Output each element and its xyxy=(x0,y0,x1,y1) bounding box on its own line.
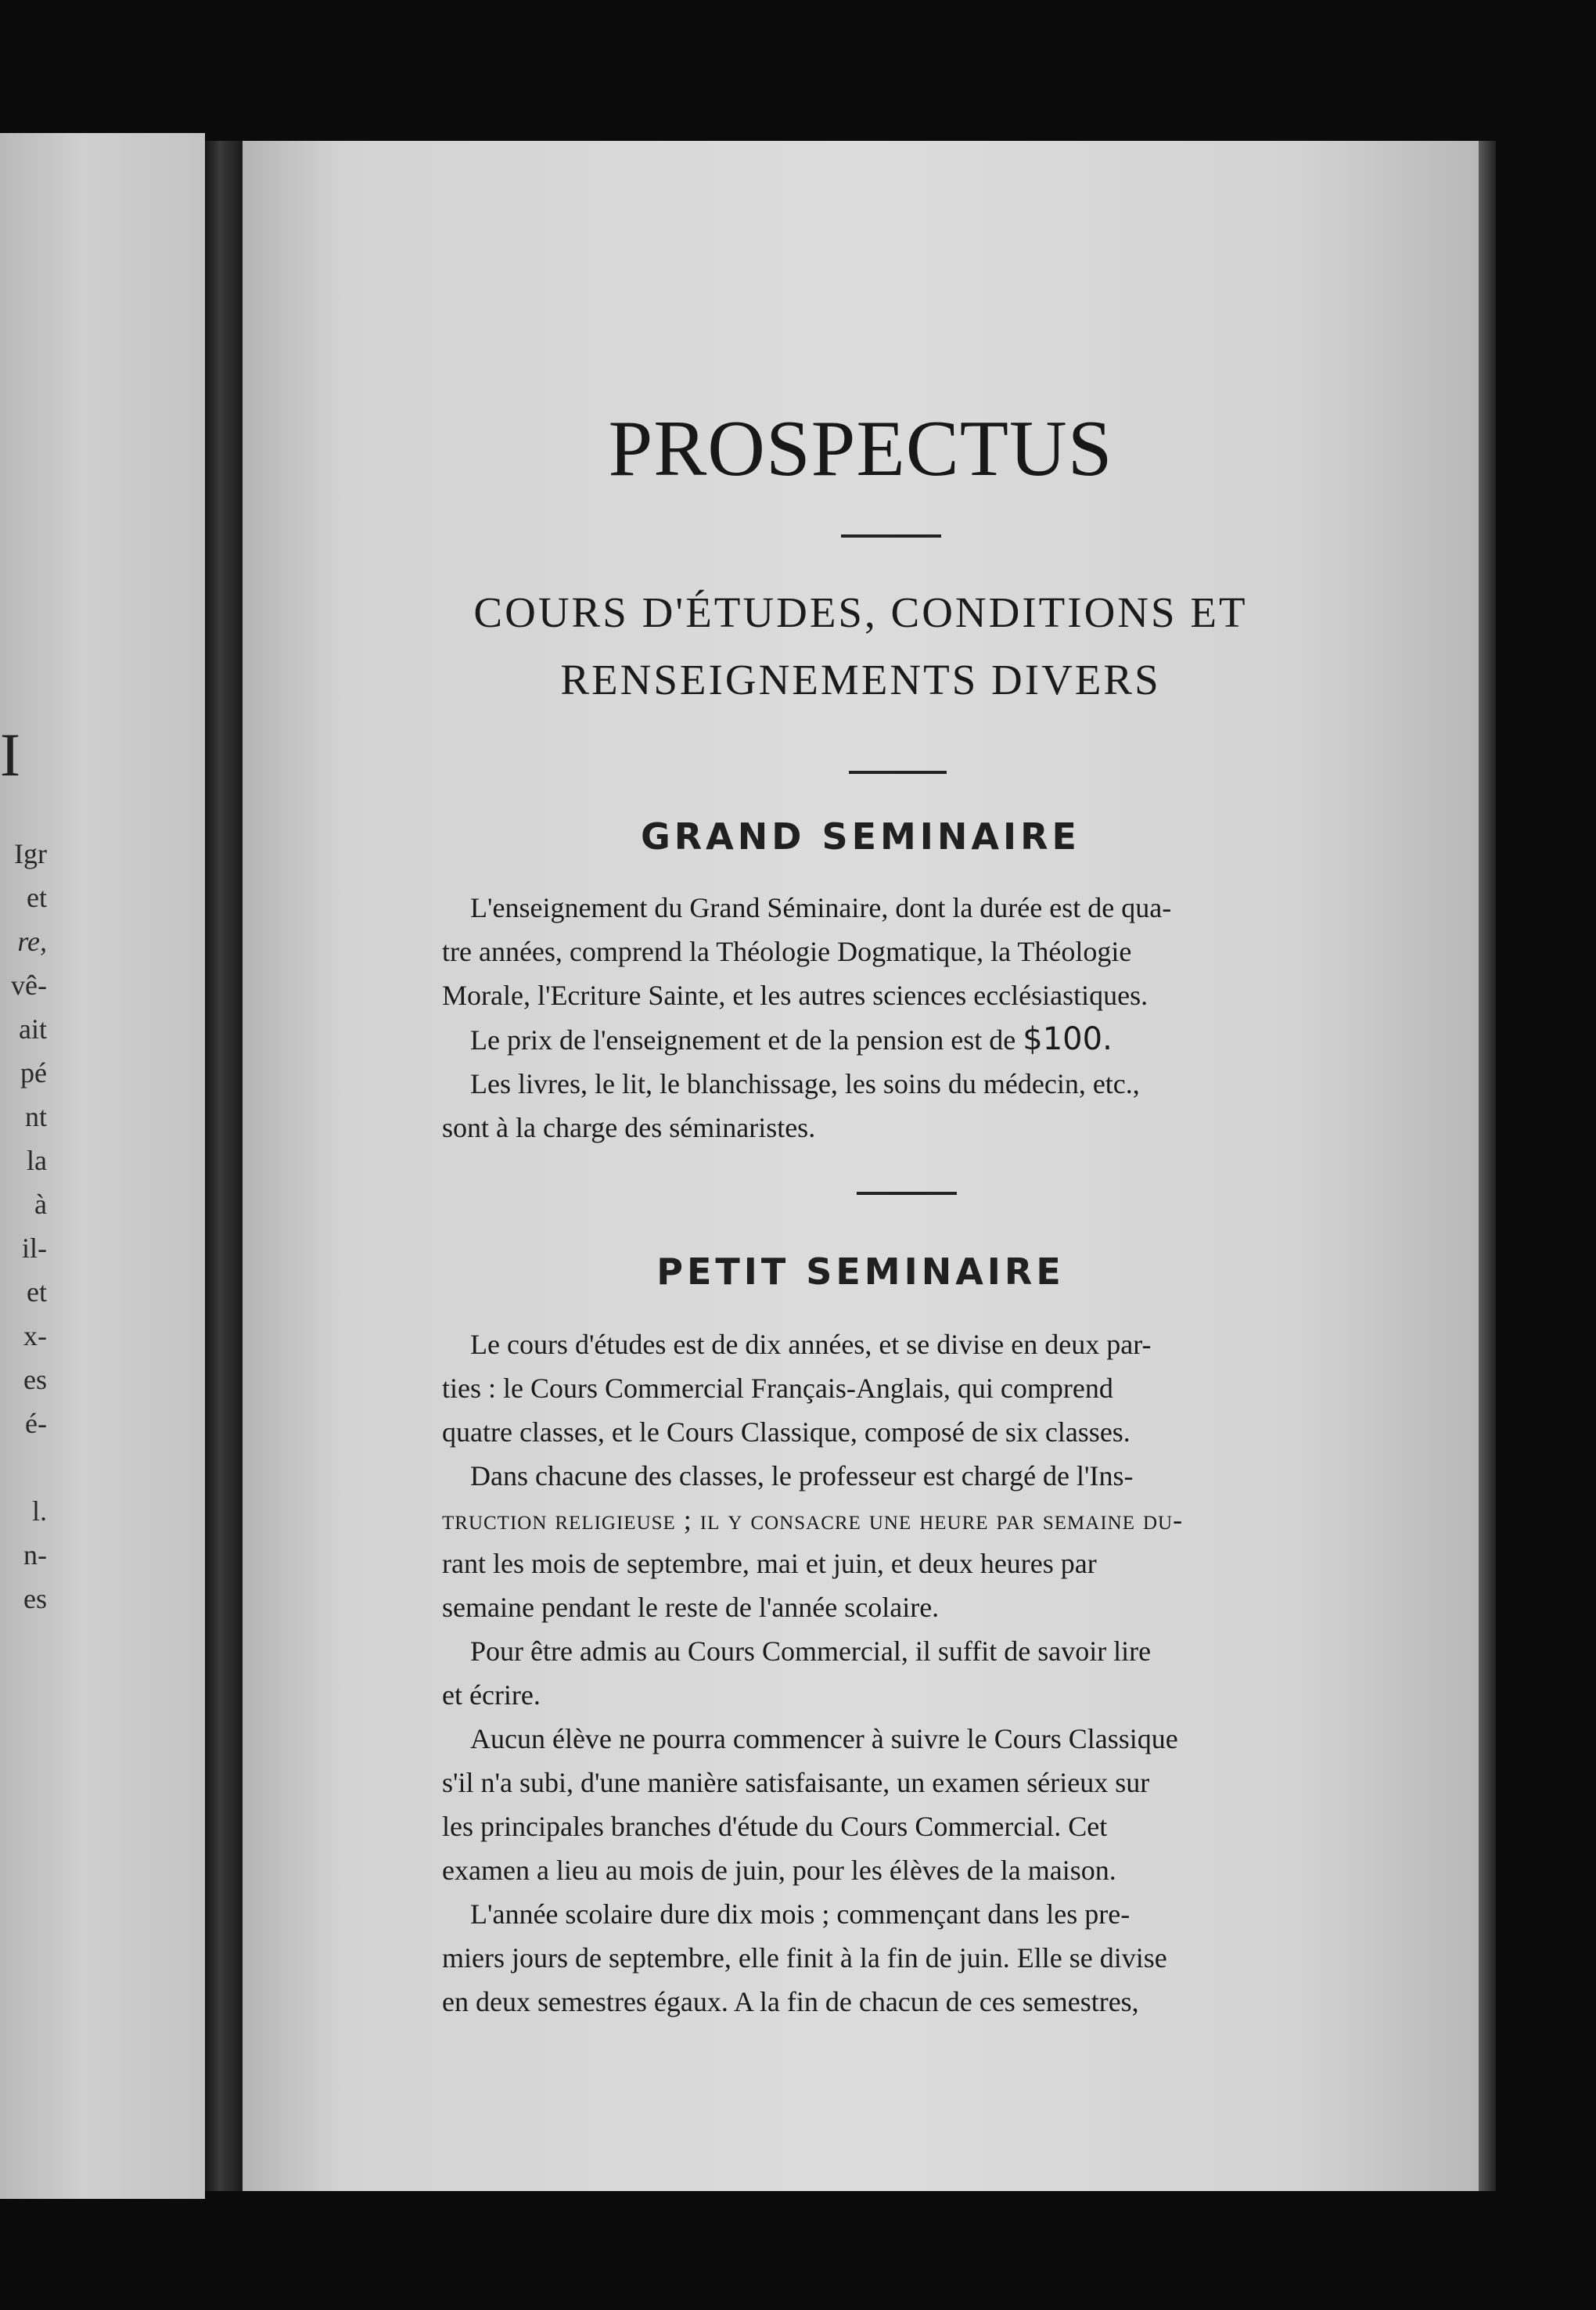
text-line: truction religieuse ; il y consacre une heure par semaine du- xyxy=(442,1504,1184,1535)
page-subtitle xyxy=(243,579,1479,714)
subtitle-line: RENSEIGNEMENTS DIVERS xyxy=(560,656,1161,703)
price-sentence: Le prix de l'enseignement et de la pension est de xyxy=(470,1024,1016,1056)
page-title: PROSPECTUS xyxy=(608,405,1113,493)
left-fragment: es xyxy=(23,1583,47,1614)
left-fragment: ait xyxy=(19,1013,47,1045)
text-line: s'il n'a subi, d'une manière satisfaisante, un examen sérieux sur xyxy=(442,1767,1150,1798)
text-line: en deux semestres égaux. A la fin de chacun de ces semestres, xyxy=(442,1986,1139,2017)
text-line: tre années, comprend la Théologie Dogmatique, la Théologie xyxy=(442,936,1132,967)
left-fragment: é- xyxy=(25,1408,47,1439)
subtitle-divider xyxy=(849,771,947,774)
text-line: Morale, l'Ecriture Sainte, et les autres sciences ecclésiastiques. xyxy=(442,980,1148,1011)
text-line: Le cours d'études est de dix années, et se divise en deux par- xyxy=(470,1329,1152,1360)
grand-seminaire-heading: GRAND SEMINAIRE xyxy=(641,815,1080,858)
text-line: L'enseignement du Grand Séminaire, dont la durée est de qua- xyxy=(470,892,1172,923)
left-fragment: et xyxy=(27,1276,47,1308)
title-divider xyxy=(841,534,941,538)
text-line: examen a lieu au mois de juin, pour les élèves de la maison. xyxy=(442,1855,1116,1886)
left-fragment: vê- xyxy=(11,970,47,1001)
text-line: semaine pendant le reste de l'année scolaire. xyxy=(442,1592,940,1623)
petit-seminaire-text xyxy=(442,1322,1596,2024)
text-line: les principales branches d'étude du Cours Commercial. Cet xyxy=(442,1811,1108,1842)
left-fragment: l. xyxy=(31,1495,47,1527)
section-divider xyxy=(857,1192,957,1195)
text-line: Dans chacune des classes, le professeur est chargé de l'Ins- xyxy=(470,1460,1134,1491)
page-edge xyxy=(1479,141,1496,2191)
left-fragment: il- xyxy=(22,1232,47,1264)
petit-seminaire-heading: PETIT SEMINAIRE xyxy=(656,1250,1065,1293)
text-line: miers jours de septembre, elle finit à la fin de juin. Elle se divise xyxy=(442,1942,1167,1974)
text-line: sont à la charge des séminaristes. xyxy=(442,1112,816,1143)
left-fragment: n- xyxy=(23,1539,47,1571)
text-line: et écrire. xyxy=(442,1679,541,1711)
text-line: Aucun élève ne pourra commencer à suivre le Cours Classique xyxy=(470,1723,1178,1754)
left-fragment: nt xyxy=(24,1101,47,1132)
subtitle-line: COURS D'ÉTUDES, CONDITIONS ET xyxy=(473,588,1248,636)
left-fragment: es xyxy=(23,1364,47,1395)
document-page xyxy=(243,141,1479,2191)
left-fragment: x- xyxy=(23,1320,47,1351)
grand-seminaire-text xyxy=(442,886,1596,1150)
left-fragment: pé xyxy=(20,1057,47,1088)
text-line: L'année scolaire dure dix mois ; commençant dans les pre- xyxy=(470,1898,1130,1930)
text-line: rant les mois de septembre, mai et juin, et deux heures par xyxy=(442,1548,1097,1579)
text-line xyxy=(442,1017,1596,1062)
text-line: ties : le Cours Commercial Français-Anglais, qui comprend xyxy=(442,1373,1113,1404)
text-line: Pour être admis au Cours Commercial, il suffit de savoir lire xyxy=(470,1635,1152,1667)
text-line: quatre classes, et le Cours Classique, composé de six classes. xyxy=(442,1416,1130,1448)
left-fragment: re, xyxy=(17,926,47,957)
left-page-heading: I xyxy=(0,721,20,789)
price-value: $100. xyxy=(1023,1021,1113,1057)
left-fragment: à xyxy=(34,1189,47,1220)
book-spine xyxy=(205,141,243,2191)
left-page-fragment xyxy=(0,133,205,2199)
left-fragment: Igr xyxy=(14,838,47,869)
left-fragment: et xyxy=(27,882,47,913)
left-fragment: la xyxy=(27,1145,47,1176)
text-line: Les livres, le lit, le blanchissage, les soins du médecin, etc., xyxy=(470,1068,1140,1099)
